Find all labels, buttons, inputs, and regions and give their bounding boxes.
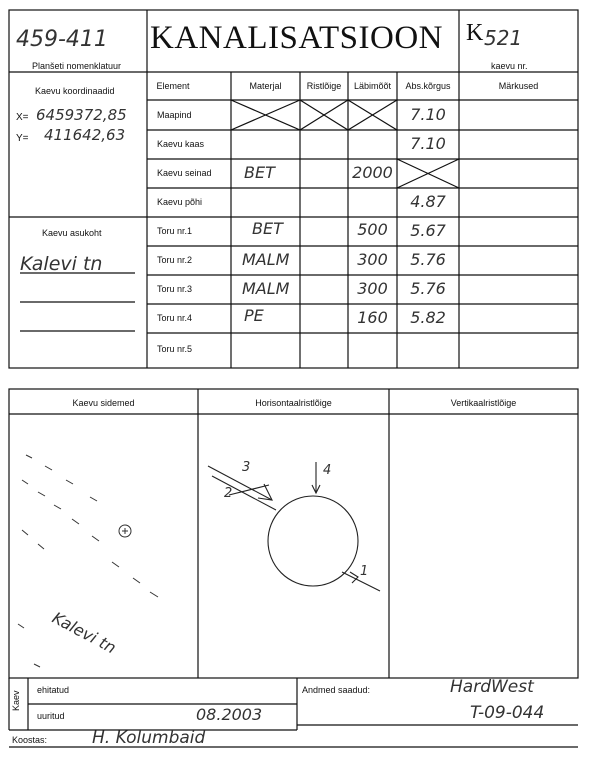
coordinates-label: Kaevu koordinaadid: [35, 86, 115, 96]
vertical-section-label: Vertikaalristlõige: [450, 398, 517, 408]
row-material: MALM: [242, 250, 290, 269]
author-label: Koostas:: [12, 735, 48, 745]
row-element: Kaevu põhi: [157, 197, 203, 207]
row-elevation: 4.87: [410, 192, 446, 211]
author-value: H. Kolumbaid: [92, 728, 206, 748]
row-element: Maapind: [157, 110, 192, 120]
data-source-label: Andmed saadud:: [302, 685, 371, 695]
row-material: BET: [244, 163, 275, 182]
col-header-material: Materjal: [249, 81, 282, 91]
nomenclature-value: 459-411: [16, 27, 108, 52]
row-elevation: 5.67: [410, 221, 446, 240]
row-element: Toru nr.3: [157, 284, 193, 294]
row-element: Toru nr.1: [157, 226, 193, 236]
ties-label: Kaevu sidemed: [72, 398, 135, 408]
row-diameter: 160: [357, 308, 388, 327]
street-note: Kalevi tn: [49, 608, 120, 658]
row-diameter: 300: [357, 250, 388, 269]
location-label: Kaevu asukoht: [42, 228, 102, 238]
x-prefix: X=: [16, 112, 29, 123]
data-source-value: HardWest: [450, 677, 534, 697]
row-element: Toru nr.4: [157, 313, 193, 323]
horizontal-section-drawing: [208, 462, 380, 591]
pipe-label-1: 1: [360, 564, 369, 579]
row-elevation: 7.10: [410, 134, 446, 153]
row-diameter: 300: [357, 279, 388, 298]
location-value: Kalevi tn: [20, 253, 103, 275]
well-side-label: Kaev: [11, 690, 21, 711]
row-elevation: 5.82: [410, 308, 446, 327]
surveyed-date: 08.2003: [196, 705, 263, 724]
page-title: KANALISATSIOON: [150, 20, 443, 56]
well-letter: K: [466, 20, 484, 46]
nomenclature-label: Planšeti nomenklatuur: [32, 61, 122, 71]
col-header-section: Ristlõige: [306, 81, 342, 91]
surveyed-label: uuritud: [37, 711, 65, 721]
pipe-label-3: 3: [242, 460, 251, 475]
row-diameter: 2000: [352, 163, 393, 182]
x-coordinate: 6459372,85: [36, 106, 127, 124]
pipe-label-2: 2: [224, 486, 233, 501]
well-number-label: kaevu nr.: [491, 61, 528, 71]
col-header-diameter: Läbimõõt: [353, 81, 392, 91]
row-element: Kaevu seinad: [157, 168, 212, 178]
row-material: PE: [244, 306, 264, 325]
col-header-element: Element: [156, 81, 190, 91]
pipe-label-4: 4: [323, 463, 332, 478]
col-header-elevation: Abs.kõrgus: [405, 81, 451, 91]
horizontal-section-label: Horisontaalristlõige: [255, 398, 332, 408]
row-diameter: 500: [357, 220, 388, 239]
y-prefix: Y=: [16, 133, 29, 144]
y-coordinate: 411642,63: [44, 126, 126, 144]
row-element: Toru nr.5: [157, 344, 193, 354]
well-number: 521: [484, 26, 523, 50]
row-elevation: 5.76: [410, 279, 446, 298]
row-elevation: 7.10: [410, 105, 446, 124]
data-source-code: T-09-044: [470, 703, 545, 723]
row-material: BET: [252, 219, 283, 238]
col-header-remarks: Märkused: [498, 81, 539, 91]
row-element: Toru nr.2: [157, 255, 193, 265]
row-elevation: 5.76: [410, 250, 446, 269]
row-material: MALM: [242, 279, 290, 298]
built-label: ehitatud: [37, 685, 70, 695]
row-element: Kaevu kaas: [157, 139, 205, 149]
